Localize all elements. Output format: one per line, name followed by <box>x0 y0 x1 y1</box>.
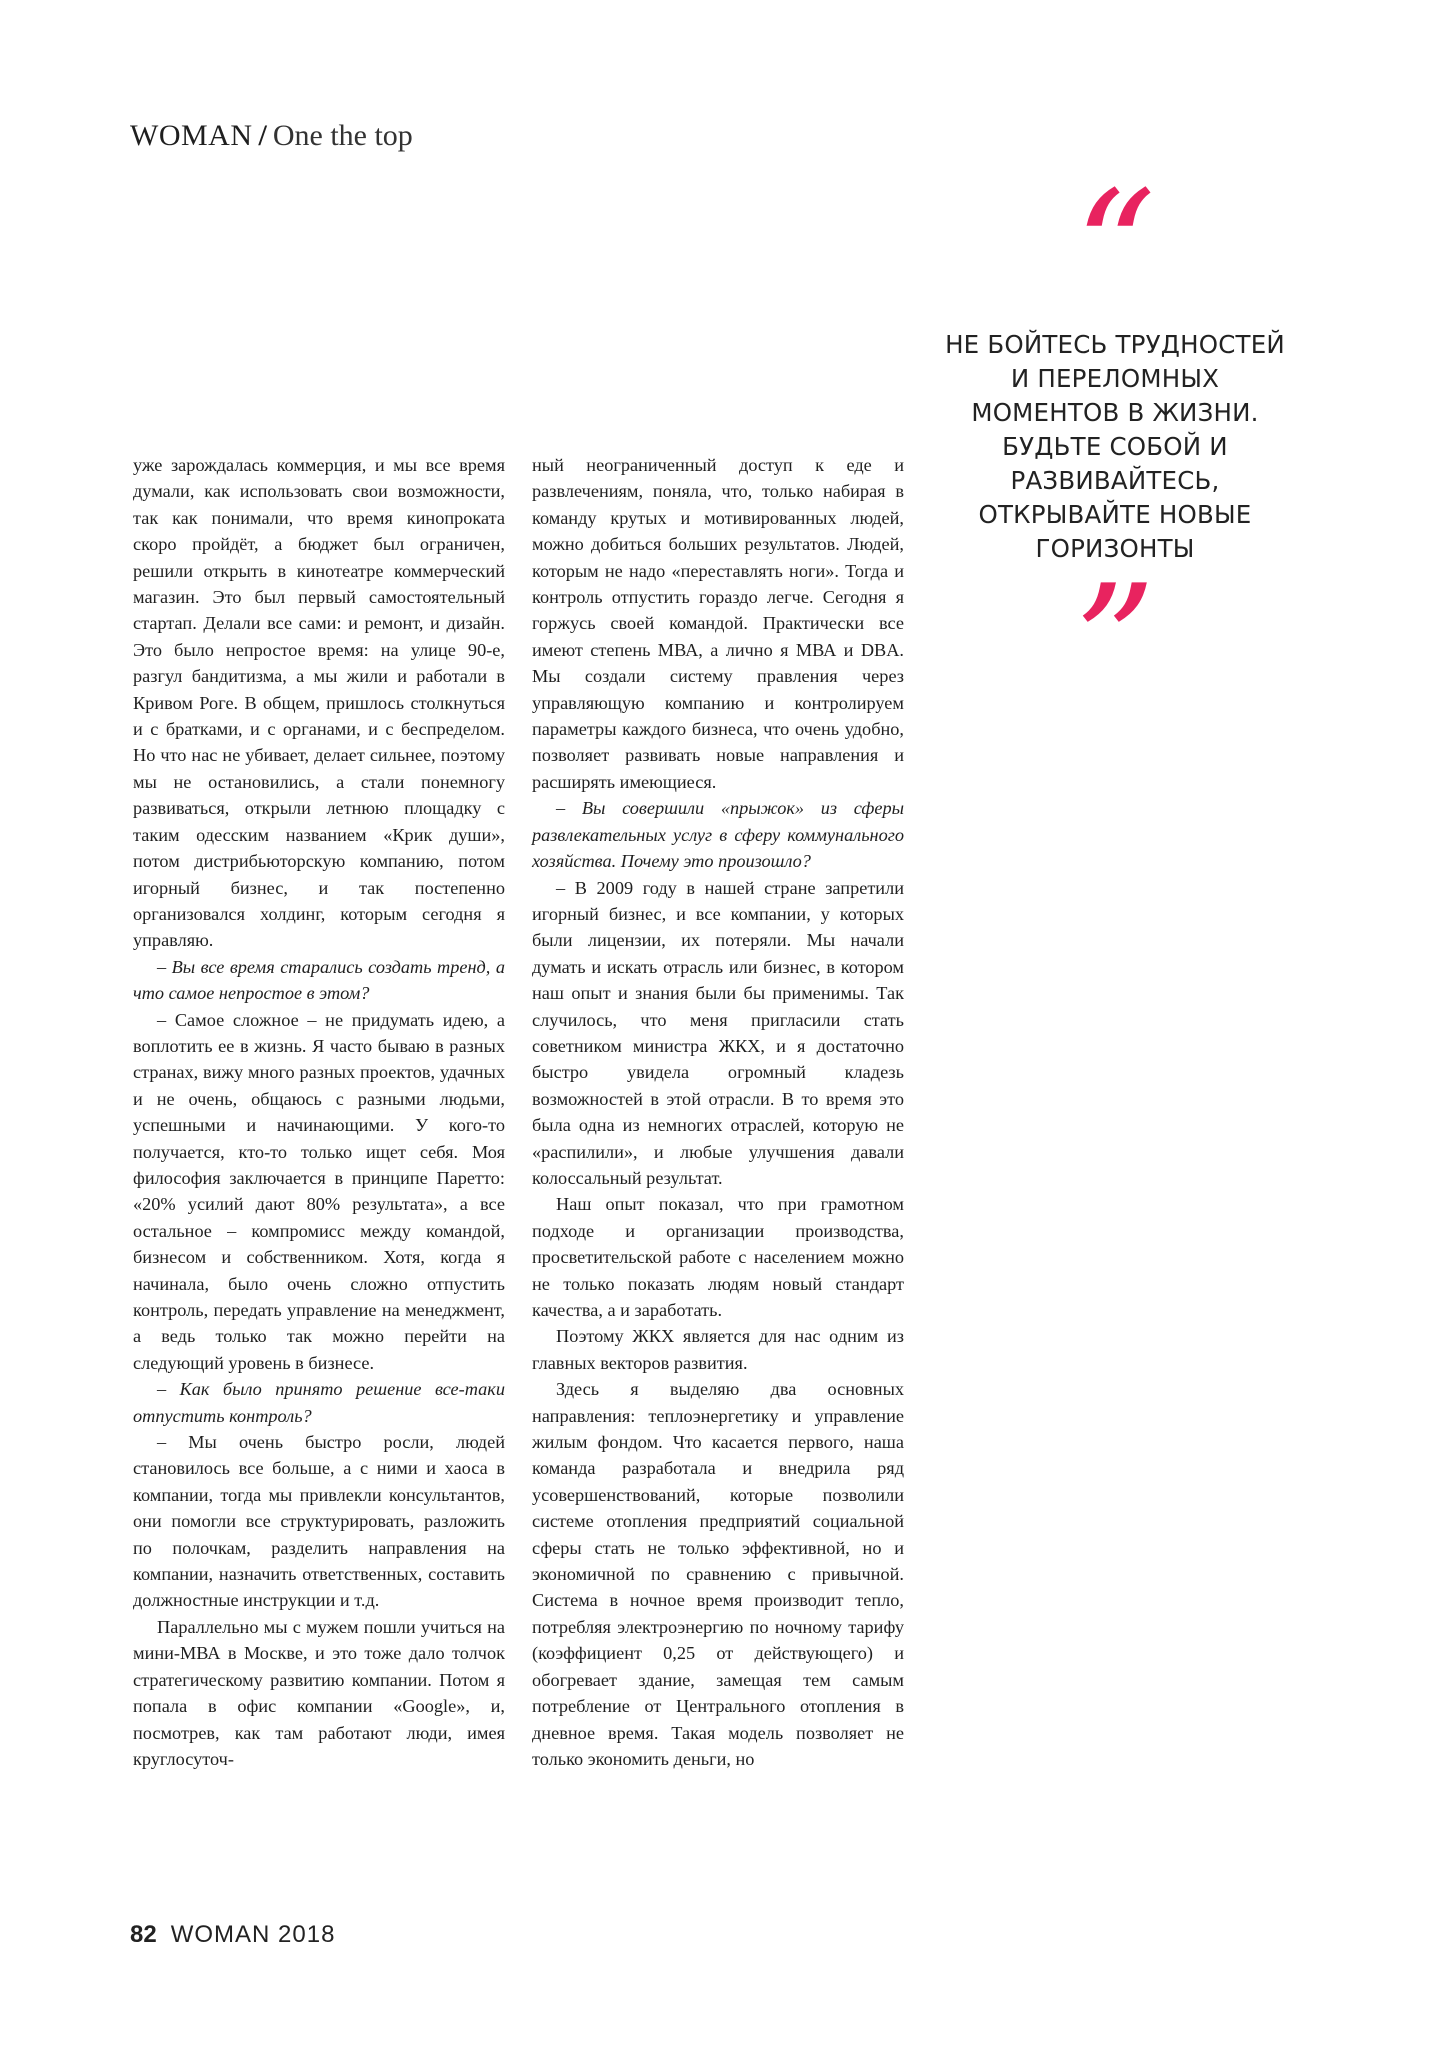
paragraph: – Мы очень быстро росли, людей становилось все больше, а с ними и хаоса в компании, тогда мы привлекли консультантов, они помогли все структурировать, разложить по полочкам, разделить направления на компании, назначить ответственных, составить должностные инструкции и т.д. <box>133 1432 505 1611</box>
open-quote-mark: “ <box>1074 156 1156 343</box>
interview-question: – Вы совершили «прыжок» из сферы развлекательных услуг в сферу коммунального хозяйства. Почему это произошло? <box>532 798 904 872</box>
article-column-2 <box>532 452 904 1772</box>
pull-quote <box>945 156 1285 737</box>
interview-question: – Вы все время старались создать тренд, а что самое непростое в этом? <box>133 956 505 1004</box>
paragraph: – В 2009 году в нашей стране запретили игорный бизнес, и все компании, у которых были лицензии, их потеряли. Мы начали думать и искать отрасль или бизнес, в котором наш опыт и знания были бы применимы. Так случилось, что меня пригласили стать советником министра ЖКХ, и я достаточно быстро увидела огромный кладезь возможностей в этой отрасли. В то время это была одна из немногих отраслей, которую не «распилили», и любые улучшения давали колоссальный результат. <box>532 877 904 1188</box>
close-quote-mark: ” <box>1074 550 1156 737</box>
header-separator: / <box>258 119 267 152</box>
running-header <box>130 116 413 156</box>
paragraph: уже зарождалась коммерция, и мы все время думали, как использовать свои возможности, так как понимали, что время кинопроката скоро пройдёт, а бюджет был ограничен, решили открыть в кинотеатре коммерческий магазин. Это был первый самостоятельный стартап. Делали все сами: и ремонт, и дизайн. Это было непростое время: на улице 90-е, разгул бандитизма, а мы жили и работали в Кривом Роге. В общем, пришлось столкнуться и с братками, и с органами, и с беспределом. Но что нас не убивает, делает сильнее, поэтому мы не остановились, а стали понемногу развиваться, открыли летнюю площадку с таким одесским названием «Крик души», потом дистрибьюторскую компанию, потом игорный бизнес, и так постепенно организовался холдинг, которым сегодня я управляю. <box>133 455 505 951</box>
page-footer <box>130 1920 335 1950</box>
paragraph: ный неограниченный доступ к еде и развлечениям, поняла, что, только набирая в команду крутых и мотивированных людей, можно добиться больших результатов. Людей, которым не надо «переставлять ноги». Тогда и контроль отпустить гораздо легче. Сегодня я горжусь своей командой. Практически все имеют степень МВА, а лично я МВА и DBA. Мы создали систему правления через управляющую компанию и контролируем параметры каждого бизнеса, что очень удобно, позволяет развивать новые направления и расширять имеющиеся. <box>532 455 904 792</box>
paragraph: Поэтому ЖКХ является для нас одним из главных векторов развития. <box>532 1326 904 1373</box>
page-number: 82 <box>130 1921 157 1948</box>
article-column-1 <box>133 452 505 1772</box>
interview-question: – Как было принято решение все-таки отпустить контроль? <box>133 1379 505 1426</box>
paragraph: Наш опыт показал, что при грамотном подходе и организации производства, просветительской работе с населением можно не только показать людям новый стандарт качества, а и заработать. <box>532 1194 904 1320</box>
magazine-brand: WOMAN <box>130 119 253 152</box>
paragraph: Параллельно мы с мужем пошли учиться на мини-МВА в Москве, и это тоже дало толчок стратегическому развитию компании. Потом я попала в офис компании «Google», и, посмотрев, как там работают люди, имея круглосуточ- <box>133 1616 505 1769</box>
section-name: One the top <box>272 119 413 152</box>
pull-quote-text: НЕ БОЙТЕСЬ ТРУДНОСТЕЙ И ПЕРЕЛОМНЫХ МОМЕНТОВ В ЖИЗНИ. БУДЬТЕ СОБОЙ И РАЗВИВАЙТЕСЬ, ОТКРЫВАЙТЕ НОВЫЕ ГОРИЗОНТЫ <box>945 330 1285 563</box>
footer-magazine: WOMAN 2018 <box>170 1921 336 1948</box>
paragraph: – Самое сложное – не придумать идею, а воплотить ее в жизнь. Я часто бываю в разных странах, вижу много разных проектов, удачных и не очень, общаюсь с разными людьми, успешными и начинающими. У кого-то получается, кто-то только ищет себя. Моя философия заключается в принципе Паретто: «20% усилий дают 80% результата», а все остальное – компромисс между командой, бизнесом и собственником. Хотя, когда я начинала, было очень сложно отпустить контроль, передать управление на менеджмент, а ведь только так можно перейти на следующий уровень в бизнесе. <box>133 1009 505 1373</box>
paragraph: Здесь я выделяю два основных направления: теплоэнергетику и управление жилым фондом. Что касается первого, наша команда разработала и внедрила ряд усовершенствований, которые позволили системе отопления предприятий социальной сферы стать не только эффективной, но и экономичной по сравнению с привычной. Система в ночное время производит тепло, потребляя электроэнергию по ночному тарифу (коэффициент 0,25 от действующего) и обогревает здание, замещая тем самым потребление от Центрального отопления в дневное время. Такая модель позволяет не только экономить деньги, но <box>532 1379 904 1769</box>
